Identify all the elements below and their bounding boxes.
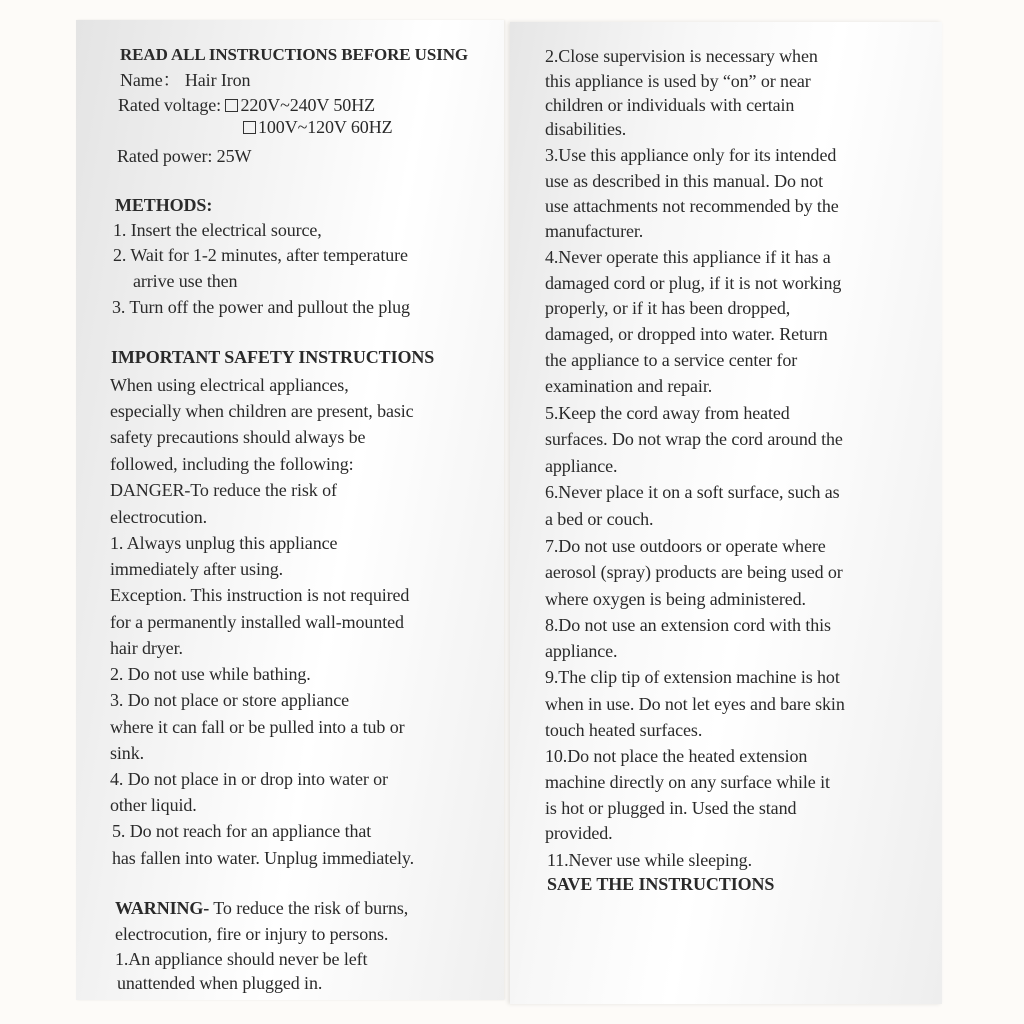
right-line: provided. bbox=[545, 823, 613, 843]
right-line: 4.Never operate this appliance if it has a bbox=[545, 247, 831, 267]
right-line: is hot or plugged in. Used the stand bbox=[545, 798, 797, 818]
right-line: disabilities. bbox=[545, 119, 627, 139]
safety-line: Exception. This instruction is not required bbox=[110, 585, 410, 605]
safety-line: When using electrical appliances, bbox=[110, 375, 349, 395]
right-line: 8.Do not use an extension cord with this bbox=[545, 615, 831, 635]
rated-voltage-label: Rated voltage: bbox=[118, 95, 222, 115]
right-line: 9.The clip tip of extension machine is hot bbox=[545, 667, 840, 687]
right-line: examination and repair. bbox=[545, 376, 713, 396]
right-line: 6.Never place it on a soft surface, such as bbox=[545, 482, 840, 502]
safety-line: has fallen into water. Unplug immediately. bbox=[112, 848, 415, 868]
warning-line bbox=[115, 897, 408, 919]
right-line: damaged, or dropped into water. Return bbox=[545, 324, 828, 344]
right-line: 11.Never use while sleeping. bbox=[547, 850, 752, 870]
rated-voltage bbox=[118, 94, 375, 116]
safety-line: 2. Do not use while bathing. bbox=[110, 664, 311, 684]
safety-line: for a permanently installed wall-mounted bbox=[110, 612, 404, 632]
right-line: this appliance is used by “on” or near bbox=[545, 71, 811, 91]
right-line: machine directly on any surface while it bbox=[545, 772, 830, 792]
right-line: use as described in this manual. Do not bbox=[545, 171, 824, 191]
right-line: the appliance to a service center for bbox=[545, 350, 798, 370]
right-line: appliance. bbox=[545, 641, 618, 661]
instructions-header: READ ALL INSTRUCTIONS BEFORE USING bbox=[120, 45, 469, 64]
safety-line: 5. Do not reach for an appliance that bbox=[112, 821, 372, 841]
warning-title: WARNING- bbox=[115, 898, 210, 918]
right-line: 3.Use this appliance only for its intended bbox=[545, 145, 837, 165]
methods-line: 1. Insert the electrical source, bbox=[113, 220, 322, 240]
checkbox-icon bbox=[243, 121, 256, 134]
right-line: where oxygen is being administered. bbox=[545, 589, 806, 609]
right-line: when in use. Do not let eyes and bare skin bbox=[545, 694, 845, 714]
safety-title: IMPORTANT SAFETY INSTRUCTIONS bbox=[111, 347, 435, 367]
warning-line: unattended when plugged in. bbox=[117, 973, 323, 993]
safety-line: other liquid. bbox=[110, 795, 197, 815]
methods-line: arrive use then bbox=[133, 271, 238, 291]
safety-line: 3. Do not place or store appliance bbox=[110, 690, 350, 710]
warning-line: 1.An appliance should never be left bbox=[115, 949, 368, 969]
safety-line: 4. Do not place in or drop into water or bbox=[110, 769, 388, 789]
safety-line: especially when children are present, basic bbox=[110, 401, 414, 421]
right-line: manufacturer. bbox=[545, 221, 644, 241]
safety-line: sink. bbox=[110, 743, 145, 763]
voltage-option-row-2 bbox=[243, 116, 393, 138]
right-line: appliance. bbox=[545, 456, 618, 476]
safety-line: hair dryer. bbox=[110, 638, 183, 658]
warning-first: To reduce the risk of burns, bbox=[209, 898, 409, 918]
safety-line: where it can fall or be pulled into a tub or bbox=[110, 717, 405, 737]
safety-line: electrocution. bbox=[110, 507, 208, 527]
right-line: children or individuals with certain bbox=[545, 95, 795, 115]
right-line: a bed or couch. bbox=[545, 509, 654, 529]
safety-line: followed, including the following: bbox=[110, 454, 354, 474]
methods-line: 3. Turn off the power and pullout the plug bbox=[112, 297, 410, 317]
right-line: 5.Keep the cord away from heated bbox=[545, 403, 790, 423]
methods-title: METHODS: bbox=[115, 195, 213, 215]
save-instructions: SAVE THE INSTRUCTIONS bbox=[547, 874, 775, 894]
right-line: 2.Close supervision is necessary when bbox=[545, 46, 818, 66]
product-name: Name： Hair Iron bbox=[120, 70, 251, 90]
safety-line: 1. Always unplug this appliance bbox=[110, 533, 338, 553]
safety-line: immediately after using. bbox=[110, 559, 284, 579]
right-line: surfaces. Do not wrap the cord around the bbox=[545, 429, 843, 449]
right-line: aerosol (spray) products are being used or bbox=[545, 562, 843, 582]
right-line: 7.Do not use outdoors or operate where bbox=[545, 536, 826, 556]
checkbox-icon bbox=[225, 99, 238, 112]
safety-line: safety precautions should always be bbox=[110, 427, 366, 447]
methods-line: 2. Wait for 1-2 minutes, after temperature bbox=[113, 245, 408, 265]
right-line: use attachments not recommended by the bbox=[545, 196, 839, 216]
right-line: properly, or if it has been dropped, bbox=[545, 298, 791, 318]
voltage-option-1: 220V~240V 50HZ bbox=[240, 95, 375, 115]
safety-line: DANGER-To reduce the risk of bbox=[110, 480, 337, 500]
warning-line: electrocution, fire or injury to persons. bbox=[115, 924, 389, 944]
right-line: 10.Do not place the heated extension bbox=[545, 746, 808, 766]
voltage-option-2: 100V~120V 60HZ bbox=[258, 117, 393, 137]
right-line: touch heated surfaces. bbox=[545, 720, 703, 740]
right-line: damaged cord or plug, if it is not working bbox=[545, 273, 842, 293]
rated-power: Rated power: 25W bbox=[117, 146, 252, 166]
